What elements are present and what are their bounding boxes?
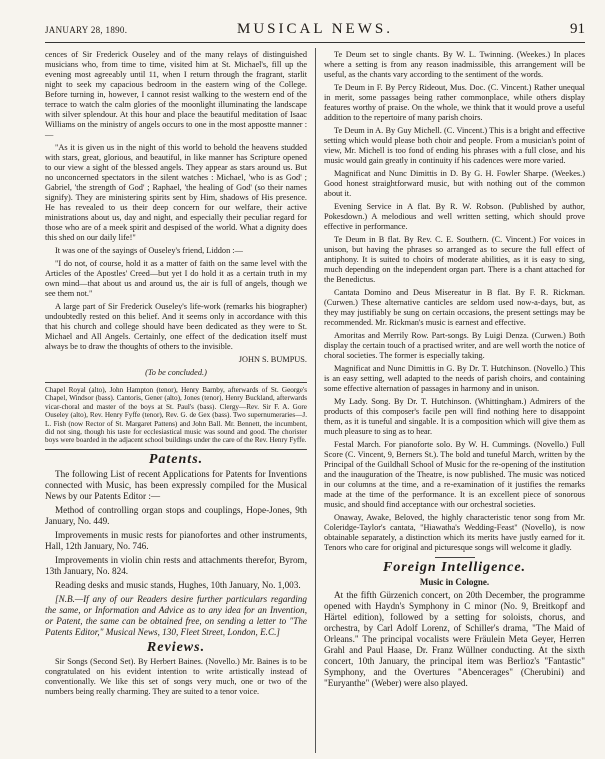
- patent-entry: Method of controlling organ stops and couplings, Hope-Jones, 9th January, No. 449.: [45, 504, 307, 526]
- review-entry: Magnificat and Nunc Dimittis in G. By Dr. T. Hutchinson. (Novello.) This is an easy setting, well adapted to the needs of parish choirs, and containing some effective alternation of passages in harmony and in unison.: [324, 364, 585, 393]
- header-date: JANUARY 28, 1890.: [45, 25, 128, 35]
- review-entry: My Lady. Song. By Dr. T. Hutchinson. (Whittingham.) Admirers of the products of this composer's facile pen will find nothing here to disappoint them, as it is tuneful and singable. It is a composition which will give them as much pleasure to sing as to hear.: [324, 397, 585, 436]
- patent-entry: Reading desks and music stands, Hughes, 10th January, No. 1,003.: [55, 579, 301, 590]
- left-column: [45, 50, 307, 700]
- paragraph: cences of Sir Frederick Ouseley and of the many relays of distinguished musicians who, from time to time, visited him at St. Michael's, fill up the evening most agreeably until 11, when I return through the fragrant, starlit night to seek my capacious bedroom in the eastern wing of the College. Before turning in, however, I cannot resist walking to the western end of the terrace to watch the calm glories of the moonlight illuminating the landscape with silver splendour. At this hour and place the beautiful meditation of Isaac Williams on the ministry of angels occurs to one in the most appostte manner :—: [45, 50, 307, 139]
- review-entry: Evening Service in A flat. By R. W. Robson. (Published by author, Pokesdown.) A melodious and well written setting, which should prove effective in performance.: [324, 202, 585, 231]
- review-entry: Amoritas and Merrily Row. Part-songs. By Luigi Denza. (Curwen.) Both display the certain touch of a practised writer, and are well worth the notice of choral societies. The former is especially taking.: [324, 331, 585, 360]
- paragraph: A large part of Sir Frederick Ouseley's life-work (remarks his biographer) undoubtedly rested on this belief. And it seems only in accordance with this that his church and college should have been dedicated as they were to St. Michael and All Angels. Certainly, one effect of the dedication itself must always be to draw the thoughts of others to the invisible.: [45, 302, 307, 351]
- quotation: "As it is given us in the night of this world to behold the heavens studded with stars, great, glorious, and beautiful, in like manner has Scripture opened to our view a sight of the blessed angels. They appear as stars around us. But no unconcerned spectators in the silent watches : Michael, 'who is as God' ; Gabriel, 'the strength of God' ; Raphael, 'the healing of God' (so their names signify). They are ministering spirits sent by Him, shadows of His presence. He has revealed to us their deep concern for our welfare, their active ministrations about us, day and night, and especially their peculiar regard for those who are of a meek spirit and despised of the world. What a dignity does this shed on our daily life!": [45, 143, 307, 242]
- foreign-report: At the fifth Gürzenich concert, on 20th December, the programme opened with Haydn's Symphony in C minor (No. 9, Breitkopf and Härtel edition), followed by a setting for soloists, chorus, and orchestra, by Carl Adolf Lorenz, of Schiller's drama, "The Maid of Orleans." The principal vocalists were Fräulein Meta Geyer, Herren Grahl and Paul Haase, Dr. Franz Wüllner conducting. At the sixth concert, 10th January, the principal item was Berlioz's "Fantastic" Symphony, and the Overtures "Abencerages" (Cherubini) and "Euryanthe" (Weber) were also played.: [324, 590, 585, 688]
- page-header: [45, 20, 585, 43]
- section-rule: [435, 557, 475, 558]
- right-column: [324, 50, 585, 692]
- section-rule: [45, 382, 307, 383]
- header-title: MUSICAL NEWS.: [237, 21, 393, 37]
- patent-entry: Improvements in violin chin rests and attachments therefor, Byrom, 13th January, No. 824.: [45, 554, 307, 576]
- patents-heading: Patents.: [148, 451, 204, 467]
- reviews-heading: Reviews.: [146, 639, 206, 655]
- review-entry: Te Deum in F. By Percy Rideout, Mus. Doc. (C. Vincent.) Rather unequal in merit, some passages being rather commonplace, while others display features worthy of praise. On the whole, we think that it would prove a useful addition to the repertoire of many parish choirs.: [324, 83, 585, 122]
- to-be-concluded: (To be concluded.): [145, 368, 207, 377]
- review-entry: Onaway, Awake, Beloved, the highly characteristic tenor song from Mr. Coleridge-Taylor's cantata, "Hiawatha's Wedding-Feast" (Novello), is now obtainable separately, a distinction which its merits have justly earned for it. Tenors who care for original and picturesque songs will welcome it gladly.: [324, 513, 585, 552]
- review-entry: Magnificat and Nunc Dimittis in D. By G. H. Fowler Sharpe. (Weekes.) Good honest straightforward music, but with nothing out of the common about it.: [324, 169, 585, 198]
- review-entry: Te Deum set to single chants. By W. L. Twinning. (Weekes.) In places where a setting is from any reason inadmissible, this arrangement will be useful, as the chants vary according to the sentiment of the words.: [324, 50, 585, 79]
- page-number: 91: [570, 21, 585, 37]
- column-divider: [315, 48, 316, 753]
- review-entry: Cantata Domino and Deus Misereatur in B flat. By F. R. Rickman. (Curwen.) These alternative canticles are seldom used now-a-days, but, as they may justifiably be sung on certain occasions, the present settings may be recommended. Mr. Rickman's music is earnest and effective.: [324, 288, 585, 327]
- section-rule: [45, 449, 307, 450]
- review-entry: Festal March. For pianoforte solo. By W. H. Cummings. (Novello.) Full Score (C. Vincent, 9, Berners St.). The bold and tuneful March, written by the Principal of the Guildhall School of Music for the re-opening of the institution and the inauguration of the Theatre, is now published. The music was noticed in our columns at the time, and a re-examination of it justifies the remarks made at the time of the performance. It is an excellent piece of sonorous music, and should find acceptance with our orchestral societies.: [324, 440, 585, 509]
- music-in-cologne-subheading: Music in Cologne.: [419, 577, 490, 587]
- patents-note: [N.B.—If any of our Readers desire further particulars regarding the same, or Information and Advice as to any idea for an Invention, or Patent, the same can be obtained free, on sending a letter to "The Patents Editor," Musical News, 130, Fleet Street, London, E.C.]: [45, 593, 307, 637]
- paragraph: It was one of the sayings of Ouseley's friend, Liddon :—: [55, 246, 243, 255]
- patents-intro: The following List of recent Applications for Patents for Inventions connected with Music, has been expressly compiled for the Musical News by our Patents Editor :—: [45, 468, 307, 501]
- footnote: Chapel Royal (alto), John Hampton (tenor), Henry Barnby, afterwards of St. George's Chapel, Windsor (bass). Cantoris, Gener (alto), Jones (tenor), Henry Buckland, afterwards vicar-choral and master of the boys at St. Paul's (bass). Clergy—Rev. Sir F. A. Gore Ouseley (alto), Rev. Henry Fyffe (tenor), Rev. G. de Gex (bass). Two supernumeraries—J. L. Fish (now Rector of St. Margaret Pattens) and John Ball. Mr. Bennett, the incumbent, did not sing, though his taste for ecclesiastical music was sound and good. The chorister boys were boarded in the adjacent school buildings under the care of the Rev. Henry Fyffe.: [45, 386, 307, 445]
- review-entry: Sir Songs (Second Set). By Herbert Baines. (Novello.) Mr. Baines is to be congratulated on his evident intention to write artistically instead of conventionally. We like this set of songs very much, one or two of the numbers being really charming. They are suited to a tenor voice.: [45, 656, 307, 696]
- quotation: "I do not, of course, hold it as a matter of faith on the same level with the Articles of the Apostles' Creed—but yet I do hold it as a certain truth in my own mind—that about us and around us, the air is full of angels, though we see them not.": [45, 259, 307, 298]
- foreign-intelligence-heading: Foreign Intelligence.: [382, 560, 527, 575]
- author-signature: JOHN S. BUMPUS.: [238, 355, 307, 364]
- review-entry: Te Deum in B flat. By Rev. C. E. Southern. (C. Vincent.) For voices in unison, but having the phrases so arranged as to secure the full effect of antiphony. It is suited to choirs of moderate abilities, as it is easy to sing, much depending on the independent organ part. There is a chant attached for the Benedictus.: [324, 235, 585, 284]
- patent-entry: Improvements in music rests for pianofortes and other instruments, Hall, 12th January, No. 746.: [45, 529, 307, 551]
- review-entry: Te Deum in A. By Guy Michell. (C. Vincent.) This is a bright and effective setting which would please both choir and people. From a musician's point of view, Mr. Michell is too fond of ending his phrases with a full close, and his music would gain greatly in continuity if his cadences were more varied.: [324, 126, 585, 165]
